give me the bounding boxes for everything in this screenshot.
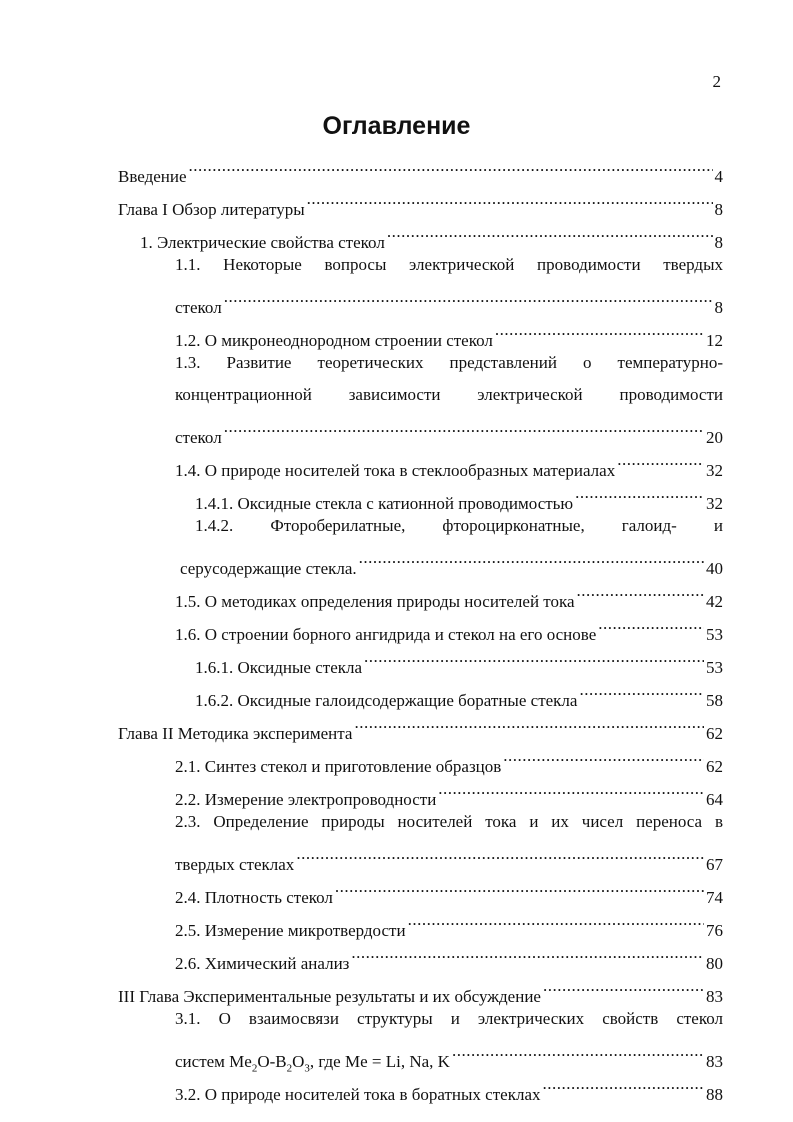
leader-dots [335,871,704,903]
leader-dots [543,970,704,1002]
leader-dots [575,477,704,509]
toc-entry-page: 76 [706,921,723,940]
toc-entry-2-3 [175,806,723,874]
toc-entry-2-4 [175,871,723,907]
toc-entry-line: концентрационной зависимости электрической проводимости [175,385,723,404]
toc-entry-page: 74 [706,888,723,907]
toc-entry-page: 58 [706,691,723,710]
leader-dots [189,150,713,182]
toc-entry-page: 32 [706,461,723,480]
leader-dots [495,314,704,346]
leader-dots [387,216,713,248]
leader-dots [224,411,704,443]
toc-entry-1-6-2 [195,674,723,710]
toc-entry-text: 1.2. О микронеоднородном строении стекол [175,331,493,350]
page-number: 2 [712,72,721,91]
leader-dots [438,773,704,805]
leader-dots [579,674,704,706]
formula-text: O [292,1052,305,1071]
leader-dots [296,838,704,870]
toc-entry-line: 1.1. Некоторые вопросы электрической проводимости твердых [175,255,723,274]
toc-entry-page: 20 [706,428,723,447]
toc-entry-page: 8 [714,233,723,252]
toc-entry-text: 1.4. О природе носителей тока в стеклообразных материалах [175,461,616,480]
toc-entry-text: 2.1. Синтез стекол и приготовление образцов [175,757,502,776]
toc-entry-text: стекол [175,428,222,447]
toc-entry-2-6 [175,937,723,973]
toc-entry-text: 1.4.1. Оксидные стекла с катионной проводимостью [195,494,574,513]
toc-entry-text: III Глава Экспериментальные результаты и их обсуждение [118,987,541,1006]
leader-dots [617,444,704,476]
toc-entry-1-3 [175,347,723,447]
toc-entry-text: Глава I Обзор литературы [118,200,305,219]
toc-entry-text: 2.2. Измерение электропроводности [175,790,437,809]
toc-entry-page: 67 [706,855,723,874]
toc-entry-page: 83 [706,1052,723,1071]
formula-subscript: 2 [286,1062,293,1075]
toc-entry-1-5 [175,575,723,611]
toc-entry-text: 2.5. Измерение микротвердости [175,921,406,940]
toc-entry-page: 32 [706,494,723,513]
toc-entry-text: 1.5. О методиках определения природы носителей тока [175,592,575,611]
toc-entry-text: Глава II Методика эксперимента [118,724,353,743]
toc-entry-chapter-3 [118,970,723,1006]
toc-entry-page: 40 [706,559,723,578]
toc-entry-page: 62 [706,757,723,776]
toc-entry-page: 80 [706,954,723,973]
leader-dots [364,641,704,673]
toc-entry-page: 53 [706,658,723,677]
leader-dots [307,183,713,215]
formula-subscript: 3 [304,1062,310,1075]
formula-text: , где Me = Li, Na, K [309,1052,450,1071]
toc-entry-text: Введение [118,167,187,186]
toc-entry-2-5 [175,904,723,940]
toc-entry-1-1 [175,249,723,317]
toc-entry-text: 1.6. О строении борного ангидрида и стекол на его основе [175,625,597,644]
toc-entry-1-6-1 [195,641,723,677]
leader-dots [452,1035,704,1067]
toc-entry-line: 3.1. О взаимосвязи структуры и электрических свойств стекол [175,1009,723,1028]
leader-dots [503,740,704,772]
toc-entry-line: 2.3. Определение природы носителей тока и их чисел переноса в [175,812,723,831]
formula-subscript: 2 [251,1062,258,1075]
toc-entry-3-1 [175,1003,723,1075]
toc-entry-line: 1.3. Развитие теоретических представлений о температурно- [175,353,723,372]
leader-dots [359,542,704,574]
leader-dots [408,904,704,936]
toc-entry-line: 1.4.2. Фтороберилатные, фтороцирконатные, галоид- и [195,516,723,535]
leader-dots [351,937,704,969]
leader-dots [542,1068,704,1100]
toc-entry-text: стекол [175,298,222,317]
toc-entry-page: 8 [714,298,723,317]
toc-entry-1 [140,216,723,252]
toc-entry-page: 42 [706,592,723,611]
toc-entry-text: 1. Электрические свойства стекол [140,233,385,252]
toc-entry-2-2 [175,773,723,809]
toc-entry-1-4 [175,444,723,480]
toc-entry-page: 12 [706,331,723,350]
toc-entry-3-2 [175,1068,723,1104]
toc-entry-1-6 [175,608,723,644]
toc-entry-text: 3.2. О природе носителей тока в боратных стеклах [175,1085,541,1104]
toc-entry-introduction [118,150,723,186]
toc-entry-chapter-1 [118,183,723,219]
toc-entry-1-4-1 [195,477,723,513]
toc-entry-text: 1.6.2. Оксидные галоидсодержащие боратные стекла [195,691,578,710]
toc-entry-text: 2.4. Плотность стекол [175,888,333,907]
toc-entry-chapter-2 [118,707,723,743]
leader-dots [598,608,704,640]
toc-entry-page: 88 [706,1085,723,1104]
toc-entry-page: 53 [706,625,723,644]
toc-entry-page: 8 [714,200,723,219]
page-title: Оглавление [322,112,471,140]
leader-dots [577,575,704,607]
toc-entry-text: серусодержащие стекла. [180,559,357,578]
toc-entry-2-1 [175,740,723,776]
toc-entry-text: 1.6.1. Оксидные стекла [195,658,363,677]
toc-entry-1-2 [175,314,723,350]
toc-entry-page: 64 [706,790,723,809]
toc-entry-page: 83 [706,987,723,1006]
toc-entry-1-4-2 [180,510,723,578]
formula-text: O-B [257,1052,287,1071]
toc-entry-page: 62 [706,724,723,743]
leader-dots [224,281,713,313]
toc-entry-text: твердых стеклах [175,855,295,874]
leader-dots [354,707,704,739]
formula-text: систем Me [175,1052,252,1071]
toc-entry-page: 4 [714,167,723,186]
toc-entry-text: 2.6. Химический анализ [175,954,350,973]
